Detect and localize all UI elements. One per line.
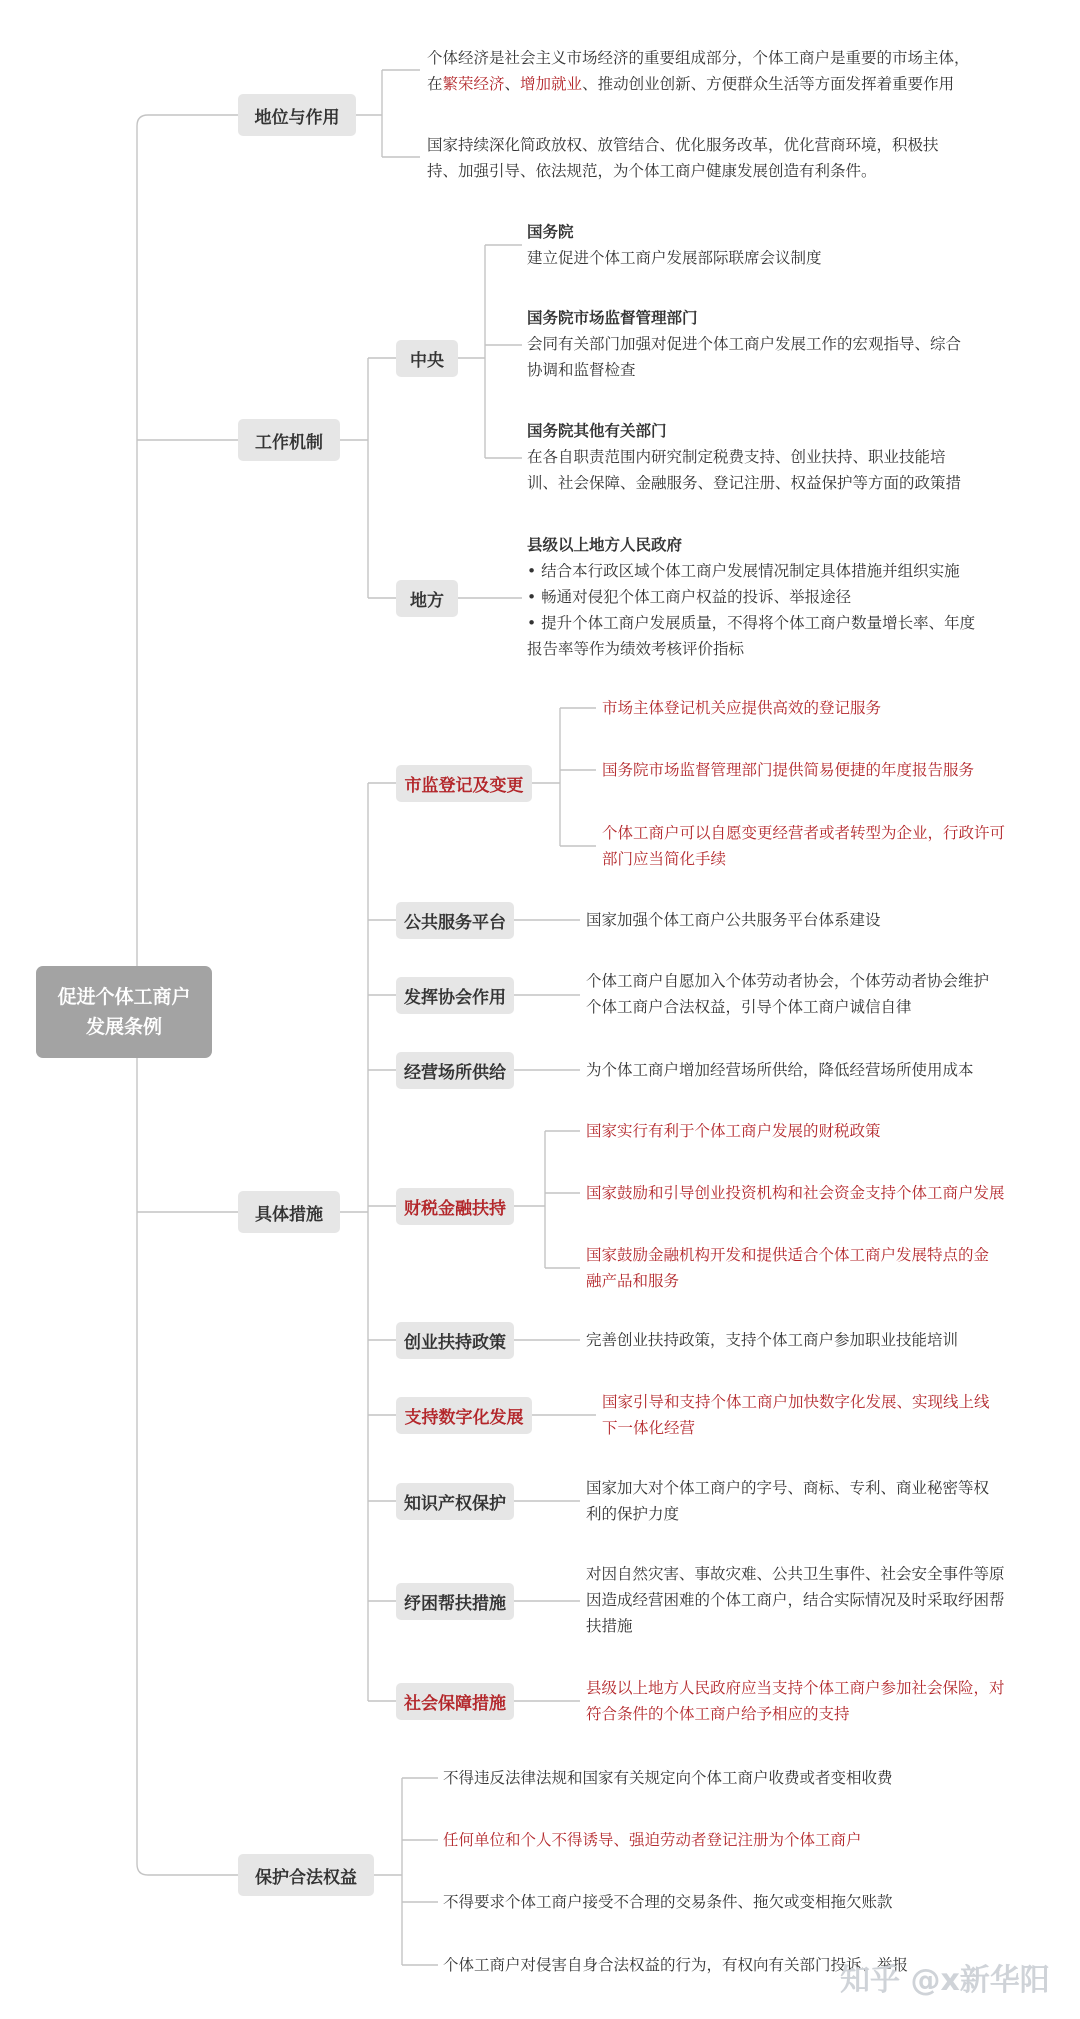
node-rights[interactable]: 保护合法权益 [238, 1854, 374, 1896]
finance-text-1: 国家实行有利于个体工商户发展的财税政策 [586, 1122, 881, 1140]
root-line-2: 发展条例 [85, 1016, 162, 1038]
root-node[interactable] [36, 966, 212, 1058]
node-public-service[interactable]: 公共服务平台 [396, 902, 514, 939]
local-text: 县级以上地方人民政府 • 结合本行政区域个体工商户发展情况制定具体措施并组织实施 • 畅通对侵犯个体工商户权益的投诉、举报途径 • 提升个体工商户发展质量，不得将个体工商户数量增长率、年度 报告率等作为绩效考核评价指标 [527, 536, 976, 658]
startup-text: 完善创业扶持政策，支持个体工商户参加职业技能培训 [586, 1331, 959, 1349]
rights-text-2: 任何单位和个人不得诱导、强迫劳动者登记注册为个体工商户 [443, 1831, 862, 1849]
digital-text: 国家引导和支持个体工商户加快数字化发展、实现线上线 下一体化经营 [602, 1393, 990, 1437]
node-premises[interactable]: 经营场所供给 [396, 1052, 514, 1089]
social-security-text: 县级以上地方人民政府应当支持个体工商户参加社会保险，对 符合条件的个体工商户给予相应的支持 [586, 1679, 1005, 1723]
status-text-1: 个体经济是社会主义市场经济的重要组成部分，个体工商户是重要的市场主体， 在繁荣经济、增加就业、推动创业创新、方便群众生活等方面发挥着重要作用 [427, 49, 970, 93]
root-line-1: 促进个体工商户 [57, 986, 191, 1008]
node-registration[interactable]: 市监登记及变更 [396, 765, 532, 802]
premises-text: 为个体工商户增加经营场所供给，降低经营场所使用成本 [586, 1061, 974, 1079]
rights-text-1: 不得违反法律法规和国家有关规定向个体工商户收费或者变相收费 [443, 1769, 893, 1787]
node-finance[interactable]: 财税金融扶持 [396, 1188, 514, 1225]
registration-text-1: 市场主体登记机关应提供高效的登记服务 [602, 699, 882, 717]
root-to-status [137, 115, 238, 1012]
node-status[interactable]: 地位与作用 [238, 94, 356, 136]
watermark: 知乎 @x新华阳 [840, 1963, 1050, 1998]
node-association[interactable]: 发挥协会作用 [396, 977, 514, 1014]
public-service-text: 国家加强个体工商户公共服务平台体系建设 [586, 911, 881, 929]
root-to-rights [137, 1012, 238, 1875]
node-social-security[interactable]: 社会保障措施 [396, 1683, 514, 1720]
central-item-2: 国务院市场监督管理部门 会同有关部门加强对促进个体工商户发展工作的宏观指导、综合 协调和监督检查 [527, 309, 962, 379]
finance-text-2: 国家鼓励和引导创业投资机构和社会资金支持个体工商户发展 [586, 1184, 1005, 1202]
rights-text-4: 个体工商户对侵害自身合法权益的行为，有权向有关部门投诉、举报 [443, 1956, 909, 1974]
registration-text-3: 个体工商户可以自愿变更经营者或者转型为企业，行政许可 部门应当简化手续 [602, 824, 1006, 868]
central-item-1: 国务院 建立促进个体工商户发展部际联席会议制度 [527, 223, 822, 267]
finance-text-3: 国家鼓励金融机构开发和提供适合个体工商户发展特点的金 融产品和服务 [586, 1246, 990, 1290]
association-text: 个体工商户自愿加入个体劳动者协会，个体劳动者协会维护 个体工商户合法权益，引导个体工商户诚信自律 [586, 972, 990, 1016]
node-startup[interactable]: 创业扶持政策 [396, 1322, 514, 1359]
rights-text-3: 不得要求个体工商户接受不合理的交易条件、拖欠或变相拖欠账款 [443, 1893, 893, 1911]
registration-text-2: 国务院市场监督管理部门提供简易便捷的年度报告服务 [602, 761, 975, 779]
ip-text: 国家加大对个体工商户的字号、商标、专利、商业秘密等权 利的保护力度 [586, 1479, 990, 1523]
node-local[interactable]: 地方 [396, 580, 458, 617]
node-measures[interactable]: 具体措施 [238, 1191, 340, 1233]
relief-text: 对因自然灾害、事故灾难、公共卫生事件、社会安全事件等原 因造成经营困难的个体工商户，结合实际情况及时采取纾困帮 扶措施 [586, 1565, 1005, 1635]
node-central[interactable]: 中央 [396, 340, 458, 377]
node-ip[interactable]: 知识产权保护 [396, 1483, 514, 1520]
status-text-2: 国家持续深化简政放权、放管结合、优化服务改革，优化营商环境，积极扶 持、加强引导、依法规范，为个体工商户健康发展创造有利条件。 [427, 136, 939, 180]
node-digital[interactable]: 支持数字化发展 [396, 1397, 532, 1434]
node-mechanism[interactable]: 工作机制 [238, 419, 340, 461]
node-relief[interactable]: 纾困帮扶措施 [396, 1583, 514, 1620]
central-item-3: 国务院其他有关部门 在各自职责范围内研究制定税费支持、创业扶持、职业技能培 训、社会保障、金融服务、登记注册、权益保护等方面的政策措 [527, 422, 962, 492]
